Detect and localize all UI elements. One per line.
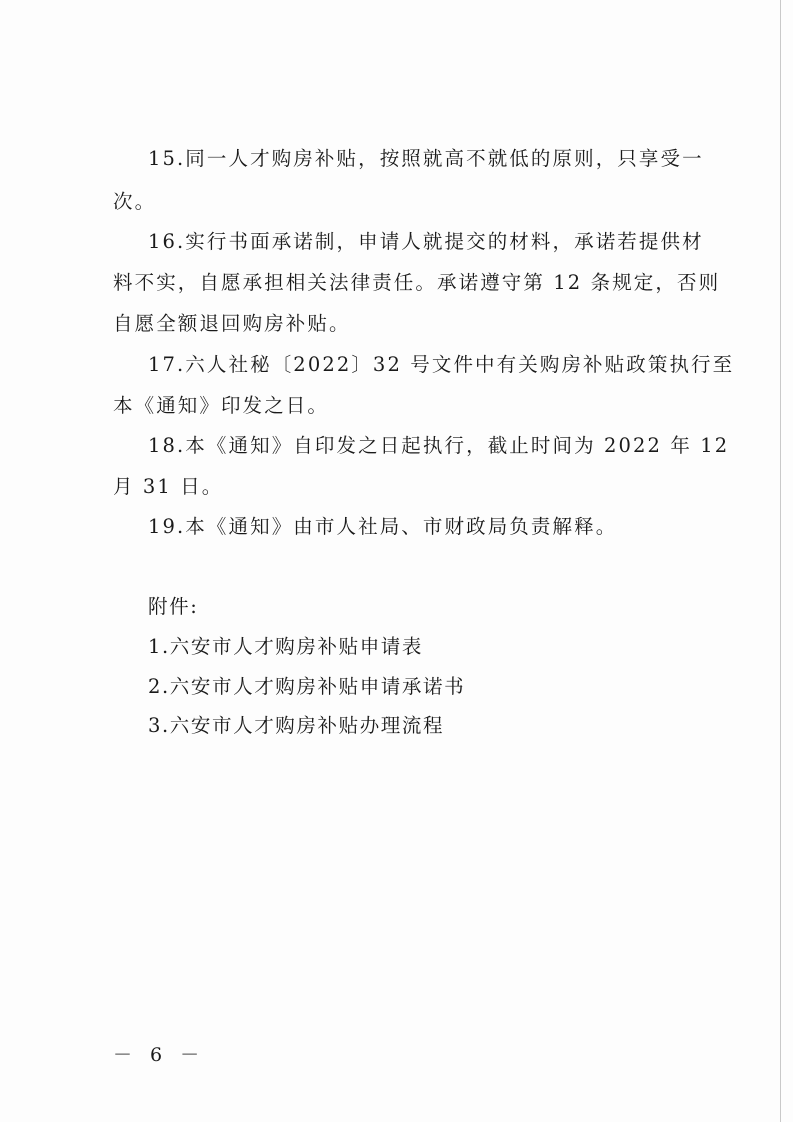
item-17-line-2: 本《通知》印发之日。 [113,394,330,417]
attachments-heading: 附件: [148,595,199,618]
page-edge-line [780,0,781,1122]
item-16-line-1: 16.实行书面承诺制，申请人就提交的材料，承诺若提供材 [148,230,704,253]
item-17-line-1: 17.六人社秘〔2022〕32 号文件中有关购房补贴政策执行至 [148,353,735,376]
attachment-item-1: 1.六安市人才购房补贴申请表 [148,635,424,658]
page-number: － 6 － [113,1044,206,1066]
item-15-line-1: 15.同一人才购房补贴，按照就高不就低的原则，只享受一 [148,147,704,170]
attachment-item-3: 3.六安市人才购房补贴办理流程 [148,714,445,737]
item-19-line-1: 19.本《通知》由市人社局、市财政局负责解释。 [148,515,618,538]
attachment-item-2: 2.六安市人才购房补贴申请承诺书 [148,675,466,698]
item-18-line-2: 月 31 日。 [113,475,224,498]
item-16-line-2: 料不实，自愿承担相关法律责任。承诺遵守第 12 条规定，否则 [113,271,721,294]
item-16-line-3: 自愿全额退回购房补贴。 [113,312,351,335]
item-15-line-2: 次。 [113,190,157,213]
item-18-line-1: 18.本《通知》自印发之日起执行，截止时间为 2022 年 12 [148,434,730,457]
